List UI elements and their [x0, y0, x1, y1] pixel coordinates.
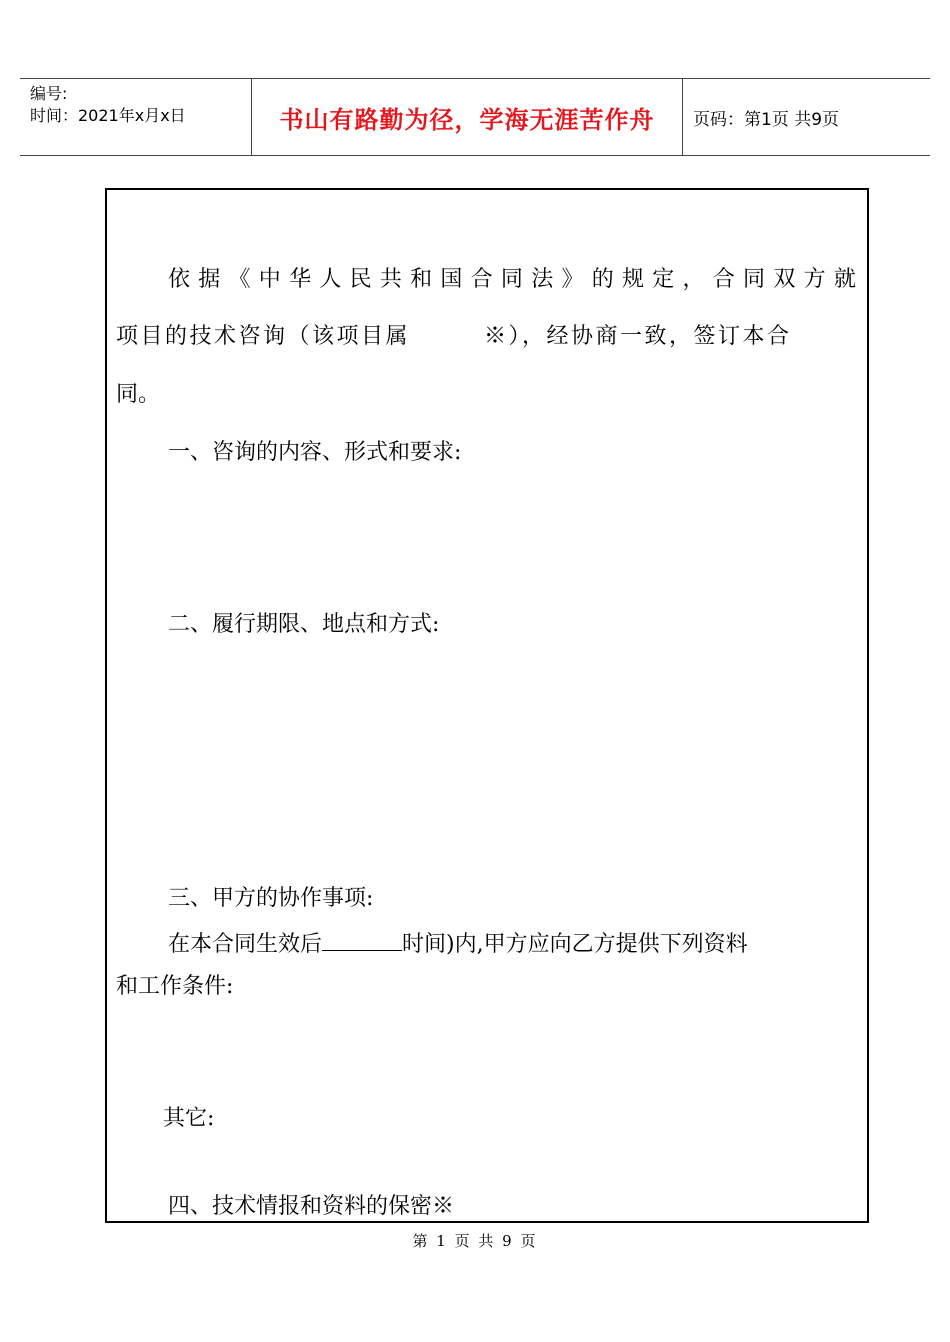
section-4-heading: 四、技术情报和资料的保密※	[168, 1194, 455, 1219]
para1-line1	[168, 265, 856, 295]
para1-line2	[116, 322, 856, 352]
section-1-heading: 一、咨询的内容、形式和要求:	[168, 440, 462, 465]
para1-line2-part1: 项目的技术咨询（该项目属	[116, 324, 411, 349]
para1-line1-char: 》	[561, 267, 584, 292]
section-3-line1	[168, 928, 748, 960]
para1-line1-char: 合	[470, 267, 493, 292]
para1-line1-char: 定	[652, 267, 675, 292]
header-page-label: 页码：第1页 共9页	[693, 109, 840, 130]
section-3-line1-part2: 时间)内,甲方应向乙方提供下列资料	[402, 932, 748, 957]
section-2-heading: 二、履行期限、地点和方式:	[168, 612, 440, 637]
header-motto-cell	[252, 79, 683, 155]
section-3-heading: 三、甲方的协作事项:	[168, 886, 374, 911]
page-footer: 第 1 页 共 9 页	[412, 1232, 538, 1250]
para1-line1-char: 同	[743, 267, 766, 292]
para1-line1-char: 中	[258, 267, 281, 292]
code-label: 编号:	[30, 84, 68, 103]
time-label: 时间：2021年x月x日	[30, 106, 186, 125]
para1-line3: 同。	[116, 382, 161, 407]
para1-line1-char: 国	[440, 267, 463, 292]
para1-line1-char: 《	[228, 267, 251, 292]
section-3-line2: 和工作条件:	[116, 974, 234, 999]
page-header	[20, 78, 930, 156]
para1-line1-char: 和	[410, 267, 433, 292]
para1-line1-char: 同	[500, 267, 523, 292]
para1-line1-char: ，	[682, 267, 705, 292]
para1-line1-char: 依	[168, 267, 191, 292]
para1-line1-char: 双	[773, 267, 796, 292]
section-3-line1-part1: 在本合同生效后	[168, 932, 323, 957]
para1-line1-char: 规	[621, 267, 644, 292]
para1-line1-char: 民	[349, 267, 372, 292]
para1-line1-char: 华	[289, 267, 312, 292]
para1-line1-char: 就	[833, 267, 856, 292]
para1-line2-part2: ※），经协商一致，签订本合	[484, 324, 792, 349]
para1-line1-char: 方	[803, 267, 826, 292]
header-page-cell	[683, 79, 930, 155]
para1-line1-char: 共	[379, 267, 402, 292]
fill-in-blank	[322, 928, 402, 951]
para1-line1-char: 的	[591, 267, 614, 292]
para1-line1-char: 法	[531, 267, 554, 292]
header-meta	[20, 79, 252, 155]
motto: 书山有路勤为径，学海无涯苦作舟	[279, 105, 655, 134]
para1-line1-char: 人	[319, 267, 342, 292]
other-heading: 其它:	[163, 1106, 215, 1131]
para1-line1-char: 据	[198, 267, 221, 292]
para1-line1-char: 合	[712, 267, 735, 292]
